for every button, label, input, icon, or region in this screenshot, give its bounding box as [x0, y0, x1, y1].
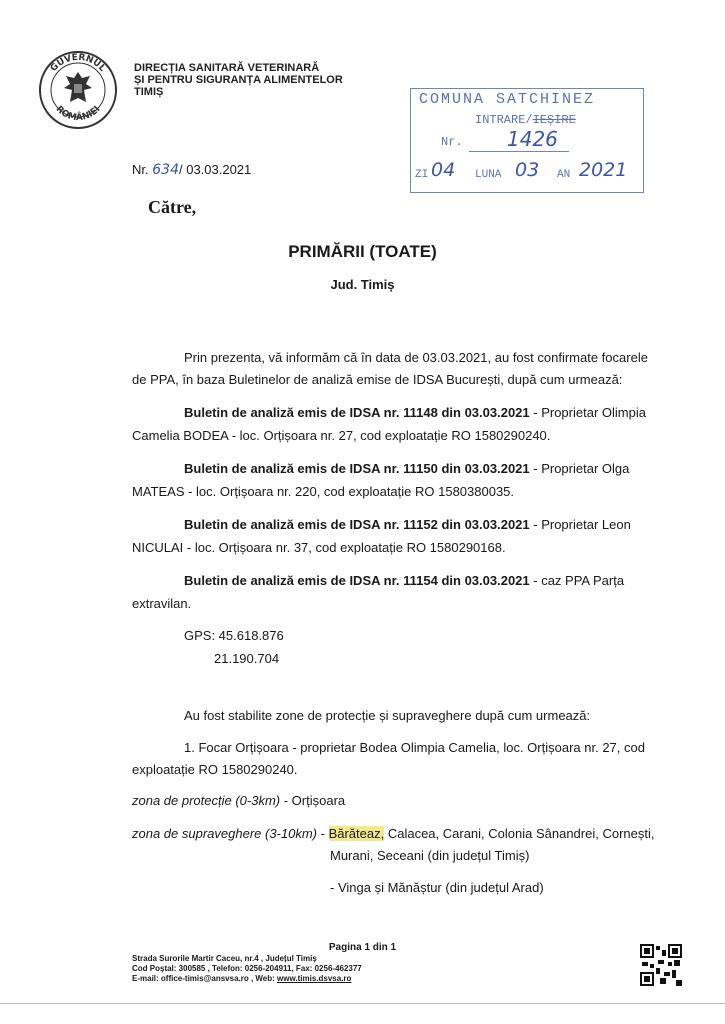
- stamp-zi-value: 04: [431, 159, 456, 181]
- stamp-intrare: INTRARE/: [475, 113, 533, 127]
- reference-date: / 03.03.2021: [178, 162, 252, 177]
- seal-top-text: GUVERNUL: [48, 52, 108, 74]
- stamp-an-value: 2021: [579, 159, 628, 181]
- stamp-zi-label: ZI: [415, 169, 429, 181]
- surveillance-zone-line: Murani, Seceani (din județul Timiș): [330, 848, 530, 863]
- stamp-nr-value: 1426: [507, 127, 558, 151]
- seal-bottom-text: ROMÂNIEI: [53, 104, 103, 124]
- qr-code-icon: [640, 944, 682, 986]
- intro-line: Prin prezenta, vă informăm că în data de 03.03.2021, au fost confirmate focarele: [184, 350, 648, 365]
- focar-line: exploatație RO 1580290240.: [132, 762, 298, 777]
- institution-line: ȘI PENTRU SIGURANȚA ALIMENTELOR: [134, 74, 343, 86]
- reference-prefix: Nr.: [132, 162, 149, 177]
- gps-longitude: 21.190.704: [214, 651, 280, 666]
- registration-stamp: [410, 88, 644, 193]
- protection-zone: zona de protecție (0-3km) - Orțișoara: [132, 793, 346, 808]
- bulletin-line: Camelia BODEA - loc. Orțișoara nr. 27, cod exploatație RO 1580290240.: [132, 428, 551, 443]
- gps-latitude: GPS: 45.618.876: [184, 628, 284, 643]
- footer-divider: [0, 1003, 725, 1004]
- footer-web-link[interactable]: www.timis.dsvsa.ro: [277, 974, 352, 983]
- page-number: Pagina 1 din 1: [328, 942, 397, 953]
- bulletin-line: MATEAS - loc. Orțișoara nr. 220, cod exploatație RO 1580380035.: [132, 484, 515, 499]
- institution-line: DIRECȚIA SANITARĂ VETERINARĂ: [134, 62, 320, 74]
- footer-address: Strada Surorile Martir Caceu, nr.4 , Județul Timiș: [132, 954, 317, 963]
- footer-phone: Cod Poștal: 300585 , Telefon: 0256-204911, Fax: 0256-462377: [132, 964, 362, 973]
- stamp-an-label: AN: [557, 169, 571, 181]
- footer-contact: Strada Surorile Martir Caceu, nr.4 , Județul Timiș Cod Poștal: 300585 , Telefon: 0256-204911, Fax: 0256-462377 E-mail: office-timis@ansvsa.ro , Web: www.timis.dsvsa.ro: [132, 954, 362, 983]
- zones-intro: Au fost stabilite zone de protecție și supraveghere după cum urmează:: [184, 708, 591, 723]
- footer-email-link[interactable]: office-timis@ansvsa.ro: [160, 974, 249, 983]
- bulletin-line: extravilan.: [132, 596, 192, 611]
- institution-line: TIMIȘ: [134, 86, 164, 98]
- addressee-catre: Către,: [148, 197, 197, 217]
- surveillance-zone: zona de supraveghere (3-10km) - Bărăteaz, Calacea, Carani, Colonia Sânandrei, Cornești,: [132, 826, 655, 841]
- recipient-title: PRIMĂRII (TOATE): [288, 242, 437, 261]
- bulletin-line: Buletin de analiză emis de IDSA nr. 11148 din 03.03.2021 - Proprietar Olimpia: [184, 405, 646, 420]
- stamp-title: COMUNA SATCHINEZ: [419, 91, 596, 108]
- stamp-luna-value: 03: [515, 159, 540, 181]
- bulletin-line: Buletin de analiză emis de IDSA nr. 11152 din 03.03.2021 - Proprietar Leon: [184, 517, 631, 532]
- institution-name: [134, 62, 343, 98]
- intro-line: de PPA, în baza Buletinelor de analiză emise de IDSA București, după cum urmează:: [132, 372, 623, 387]
- recipient-county: Jud. Timiș: [330, 277, 395, 292]
- bulletin-line: Buletin de analiză emis de IDSA nr. 11154 din 03.03.2021 - caz PPA Parța: [184, 573, 625, 588]
- stamp-luna-label: LUNA: [475, 169, 502, 181]
- highlighted-locality: Bărăteaz,: [328, 826, 385, 841]
- bulletin-line: Buletin de analiză emis de IDSA nr. 11150 din 03.03.2021 - Proprietar Olga: [184, 461, 630, 476]
- focar-line: 1. Focar Orțișoara - proprietar Bodea Olimpia Camelia, loc. Orțișoara nr. 27, cod: [184, 740, 645, 755]
- reference-number: [132, 162, 251, 178]
- bulletin-line: NICULAI - loc. Orțișoara nr. 37, cod exploatație RO 1580290168.: [132, 540, 506, 555]
- stamp-nr-label: Nr.: [441, 135, 463, 149]
- romanian-government-seal: [38, 50, 118, 130]
- reference-handwritten-number: 634: [152, 162, 179, 178]
- stamp-iesire: IEȘIRE: [532, 113, 576, 127]
- surveillance-zone-line: - Vinga și Mănăștur (din județul Arad): [330, 880, 544, 895]
